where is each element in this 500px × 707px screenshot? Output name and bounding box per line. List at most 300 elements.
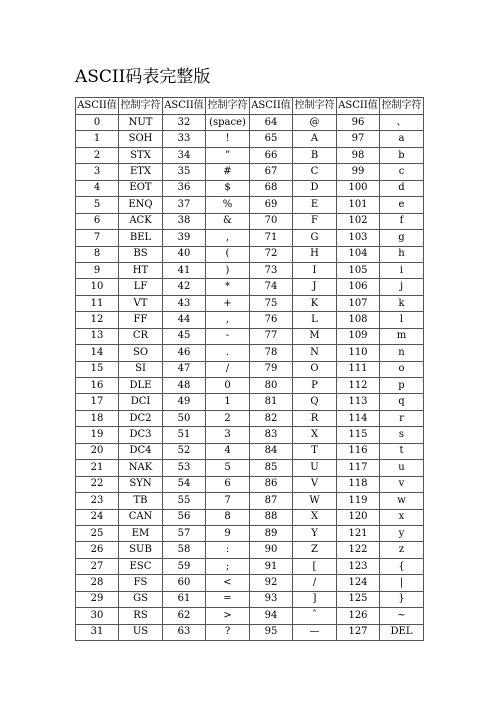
ascii-value-cell: 101 (337, 197, 380, 213)
control-char-cell: h (380, 246, 424, 262)
control-char-cell: r (380, 410, 424, 426)
ascii-value-cell: 73 (250, 262, 293, 278)
table-row (76, 197, 424, 213)
ascii-value-cell: 19 (76, 427, 119, 443)
ascii-value-cell: 97 (337, 131, 380, 147)
ascii-value-cell: 90 (250, 542, 293, 558)
control-char-cell: ˆ (293, 608, 337, 624)
ascii-value-cell: 48 (163, 378, 206, 394)
control-char-cell: & (206, 213, 250, 229)
ascii-value-cell: 110 (337, 345, 380, 361)
ascii-value-cell: 113 (337, 394, 380, 410)
control-char-cell: SO (119, 345, 163, 361)
control-char-cell: Z (293, 542, 337, 558)
ascii-value-cell: 125 (337, 591, 380, 607)
table-row (76, 115, 424, 131)
ascii-value-cell: 81 (250, 394, 293, 410)
ascii-value-cell: 60 (163, 575, 206, 591)
ascii-value-cell: 62 (163, 608, 206, 624)
ascii-value-cell: 55 (163, 493, 206, 509)
ascii-value-cell: 35 (163, 164, 206, 180)
control-char-cell: ENQ (119, 197, 163, 213)
control-char-cell: t (380, 443, 424, 459)
table-row (76, 558, 424, 574)
ascii-value-cell: 36 (163, 180, 206, 196)
control-char-cell: GS (119, 591, 163, 607)
control-char-cell: , (206, 230, 250, 246)
table-row (76, 608, 424, 624)
ascii-value-cell: 109 (337, 328, 380, 344)
ascii-value-cell: 3 (76, 164, 119, 180)
header-ascii-value: ASCII值 (250, 98, 293, 115)
control-char-cell: / (293, 575, 337, 591)
ascii-value-cell: 63 (163, 624, 206, 640)
ascii-value-cell: 12 (76, 312, 119, 328)
ascii-value-cell: 16 (76, 378, 119, 394)
control-char-cell: NUT (119, 115, 163, 131)
control-char-cell: X (293, 427, 337, 443)
control-char-cell: E (293, 197, 337, 213)
control-char-cell: G (293, 230, 337, 246)
control-char-cell: m (380, 328, 424, 344)
control-char-cell: ” (206, 147, 250, 163)
ascii-value-cell: 122 (337, 542, 380, 558)
table-row (76, 213, 424, 229)
control-char-cell: j (380, 279, 424, 295)
ascii-value-cell: 58 (163, 542, 206, 558)
ascii-value-cell: 57 (163, 525, 206, 541)
control-char-cell: d (380, 180, 424, 196)
table-header-row (76, 98, 424, 115)
ascii-value-cell: 114 (337, 410, 380, 426)
ascii-value-cell: 86 (250, 476, 293, 492)
control-char-cell: / (206, 361, 250, 377)
control-char-cell: SYN (119, 476, 163, 492)
ascii-value-cell: 111 (337, 361, 380, 377)
ascii-value-cell: 23 (76, 493, 119, 509)
ascii-value-cell: 89 (250, 525, 293, 541)
ascii-value-cell: 26 (76, 542, 119, 558)
control-char-cell: . (206, 345, 250, 361)
ascii-value-cell: 2 (76, 147, 119, 163)
ascii-value-cell: 13 (76, 328, 119, 344)
control-char-cell: ? (206, 624, 250, 640)
control-char-cell: EM (119, 525, 163, 541)
ascii-value-cell: 65 (250, 131, 293, 147)
table-row (76, 131, 424, 147)
control-char-cell: Y (293, 525, 337, 541)
control-char-cell: @ (293, 115, 337, 131)
ascii-value-cell: 56 (163, 509, 206, 525)
table-body (76, 115, 424, 641)
control-char-cell: 3 (206, 427, 250, 443)
control-char-cell: ACK (119, 213, 163, 229)
table-row (76, 295, 424, 311)
control-char-cell: s (380, 427, 424, 443)
table-row (76, 328, 424, 344)
control-char-cell: T (293, 443, 337, 459)
control-char-cell: O (293, 361, 337, 377)
control-char-cell: J (293, 279, 337, 295)
ascii-value-cell: 72 (250, 246, 293, 262)
table-row (76, 180, 424, 196)
control-char-cell: EOT (119, 180, 163, 196)
table-row (76, 525, 424, 541)
control-char-cell: 2 (206, 410, 250, 426)
control-char-cell: , (206, 312, 250, 328)
ascii-value-cell: 95 (250, 624, 293, 640)
ascii-value-cell: 121 (337, 525, 380, 541)
header-ascii-value: ASCII值 (337, 98, 380, 115)
ascii-value-cell: 112 (337, 378, 380, 394)
control-char-cell: ) (206, 262, 250, 278)
control-char-cell: F (293, 213, 337, 229)
control-char-cell: SOH (119, 131, 163, 147)
ascii-value-cell: 69 (250, 197, 293, 213)
table-row (76, 279, 424, 295)
ascii-value-cell: 20 (76, 443, 119, 459)
ascii-value-cell: 52 (163, 443, 206, 459)
control-char-cell: % (206, 197, 250, 213)
ascii-value-cell: 124 (337, 575, 380, 591)
control-char-cell: n (380, 345, 424, 361)
control-char-cell: b (380, 147, 424, 163)
control-char-cell: i (380, 262, 424, 278)
control-char-cell: DEL (380, 624, 424, 640)
ascii-value-cell: 6 (76, 213, 119, 229)
table-row (76, 164, 424, 180)
control-char-cell: L (293, 312, 337, 328)
control-char-cell: f (380, 213, 424, 229)
ascii-value-cell: 59 (163, 558, 206, 574)
ascii-value-cell: 47 (163, 361, 206, 377)
control-char-cell: US (119, 624, 163, 640)
ascii-value-cell: 66 (250, 147, 293, 163)
control-char-cell: w (380, 493, 424, 509)
header-ascii-value: ASCII值 (76, 98, 119, 115)
ascii-value-cell: 116 (337, 443, 380, 459)
ascii-value-cell: 38 (163, 213, 206, 229)
ascii-value-cell: 91 (250, 558, 293, 574)
ascii-value-cell: 37 (163, 197, 206, 213)
control-char-cell: p (380, 378, 424, 394)
table-row (76, 394, 424, 410)
control-char-cell: NAK (119, 460, 163, 476)
control-char-cell: RS (119, 608, 163, 624)
control-char-cell: DC4 (119, 443, 163, 459)
control-char-cell: D (293, 180, 337, 196)
control-char-cell: SI (119, 361, 163, 377)
control-char-cell: B (293, 147, 337, 163)
ascii-value-cell: 92 (250, 575, 293, 591)
control-char-cell: k (380, 295, 424, 311)
ascii-value-cell: 21 (76, 460, 119, 476)
ascii-value-cell: 68 (250, 180, 293, 196)
ascii-value-cell: 93 (250, 591, 293, 607)
ascii-value-cell: 75 (250, 295, 293, 311)
ascii-value-cell: 46 (163, 345, 206, 361)
control-char-cell: | (380, 575, 424, 591)
control-char-cell: q (380, 394, 424, 410)
control-char-cell: } (380, 591, 424, 607)
ascii-value-cell: 29 (76, 591, 119, 607)
control-char-cell: { (380, 558, 424, 574)
control-char-cell: VT (119, 295, 163, 311)
control-char-cell: ETX (119, 164, 163, 180)
ascii-value-cell: 84 (250, 443, 293, 459)
control-char-cell: x (380, 509, 424, 525)
table-row (76, 147, 424, 163)
ascii-value-cell: 31 (76, 624, 119, 640)
control-char-cell: LF (119, 279, 163, 295)
control-char-cell: H (293, 246, 337, 262)
ascii-value-cell: 17 (76, 394, 119, 410)
control-char-cell: P (293, 378, 337, 394)
ascii-value-cell: 117 (337, 460, 380, 476)
ascii-value-cell: 108 (337, 312, 380, 328)
control-char-cell: 9 (206, 525, 250, 541)
control-char-cell: M (293, 328, 337, 344)
control-char-cell: c (380, 164, 424, 180)
control-char-cell: K (293, 295, 337, 311)
control-char-cell: [ (293, 558, 337, 574)
control-char-cell: ESC (119, 558, 163, 574)
control-char-cell: v (380, 476, 424, 492)
ascii-value-cell: 25 (76, 525, 119, 541)
ascii-value-cell: 103 (337, 230, 380, 246)
control-char-cell: DCI (119, 394, 163, 410)
control-char-cell: BS (119, 246, 163, 262)
ascii-value-cell: 106 (337, 279, 380, 295)
table-row (76, 378, 424, 394)
ascii-value-cell: 74 (250, 279, 293, 295)
table-row (76, 575, 424, 591)
ascii-value-cell: 82 (250, 410, 293, 426)
control-char-cell: Q (293, 394, 337, 410)
ascii-value-cell: 98 (337, 147, 380, 163)
control-char-cell: CR (119, 328, 163, 344)
control-char-cell: > (206, 608, 250, 624)
header-ascii-value: ASCII值 (163, 98, 206, 115)
ascii-value-cell: 119 (337, 493, 380, 509)
control-char-cell: U (293, 460, 337, 476)
ascii-value-cell: 44 (163, 312, 206, 328)
ascii-value-cell: 99 (337, 164, 380, 180)
table-row (76, 262, 424, 278)
ascii-value-cell: 100 (337, 180, 380, 196)
control-char-cell: - (206, 328, 250, 344)
control-char-cell: ] (293, 591, 337, 607)
ascii-value-cell: 32 (163, 115, 206, 131)
ascii-value-cell: 61 (163, 591, 206, 607)
control-char-cell: 、 (380, 115, 424, 131)
ascii-value-cell: 1 (76, 131, 119, 147)
header-control-char: 控制字符 (380, 98, 424, 115)
control-char-cell: : (206, 542, 250, 558)
ascii-value-cell: 45 (163, 328, 206, 344)
ascii-value-cell: 67 (250, 164, 293, 180)
control-char-cell: DLE (119, 378, 163, 394)
ascii-value-cell: 8 (76, 246, 119, 262)
control-char-cell: ( (206, 246, 250, 262)
table-row (76, 460, 424, 476)
ascii-value-cell: 64 (250, 115, 293, 131)
control-char-cell: X (293, 509, 337, 525)
ascii-value-cell: 77 (250, 328, 293, 344)
ascii-value-cell: 79 (250, 361, 293, 377)
control-char-cell: < (206, 575, 250, 591)
ascii-value-cell: 10 (76, 279, 119, 295)
ascii-value-cell: 96 (337, 115, 380, 131)
ascii-value-cell: 127 (337, 624, 380, 640)
ascii-table (75, 97, 424, 641)
ascii-value-cell: 104 (337, 246, 380, 262)
ascii-value-cell: 118 (337, 476, 380, 492)
table-row (76, 361, 424, 377)
ascii-value-cell: 22 (76, 476, 119, 492)
control-char-cell: # (206, 164, 250, 180)
table-row (76, 591, 424, 607)
table-row (76, 493, 424, 509)
document-title: ASCII码表完整版 (75, 67, 211, 87)
ascii-value-cell: 0 (76, 115, 119, 131)
ascii-value-cell: 24 (76, 509, 119, 525)
ascii-value-cell: 71 (250, 230, 293, 246)
control-char-cell: 1 (206, 394, 250, 410)
ascii-value-cell: 102 (337, 213, 380, 229)
control-char-cell: 4 (206, 443, 250, 459)
ascii-value-cell: 115 (337, 427, 380, 443)
ascii-value-cell: 18 (76, 410, 119, 426)
control-char-cell: ; (206, 558, 250, 574)
control-char-cell: STX (119, 147, 163, 163)
control-char-cell: 5 (206, 460, 250, 476)
table-row (76, 509, 424, 525)
ascii-value-cell: 107 (337, 295, 380, 311)
control-char-cell: I (293, 262, 337, 278)
ascii-value-cell: 53 (163, 460, 206, 476)
header-control-char: 控制字符 (206, 98, 250, 115)
control-char-cell: DC3 (119, 427, 163, 443)
ascii-value-cell: 14 (76, 345, 119, 361)
ascii-value-cell: 70 (250, 213, 293, 229)
control-char-cell: a (380, 131, 424, 147)
ascii-value-cell: 83 (250, 427, 293, 443)
control-char-cell: l (380, 312, 424, 328)
header-control-char: 控制字符 (119, 98, 163, 115)
control-char-cell: z (380, 542, 424, 558)
control-char-cell: g (380, 230, 424, 246)
ascii-value-cell: 105 (337, 262, 380, 278)
control-char-cell: N (293, 345, 337, 361)
ascii-value-cell: 7 (76, 230, 119, 246)
ascii-value-cell: 43 (163, 295, 206, 311)
table-row (76, 230, 424, 246)
control-char-cell: (space) (206, 115, 250, 131)
ascii-value-cell: 34 (163, 147, 206, 163)
ascii-value-cell: 78 (250, 345, 293, 361)
ascii-value-cell: 15 (76, 361, 119, 377)
control-char-cell: CAN (119, 509, 163, 525)
ascii-value-cell: 39 (163, 230, 206, 246)
ascii-value-cell: 94 (250, 608, 293, 624)
ascii-value-cell: 4 (76, 180, 119, 196)
ascii-value-cell: 50 (163, 410, 206, 426)
table-row (76, 427, 424, 443)
control-char-cell: u (380, 460, 424, 476)
table-row (76, 312, 424, 328)
table-row (76, 542, 424, 558)
control-char-cell: 8 (206, 509, 250, 525)
table-row (76, 443, 424, 459)
control-char-cell: V (293, 476, 337, 492)
ascii-value-cell: 88 (250, 509, 293, 525)
control-char-cell: ! (206, 131, 250, 147)
control-char-cell: e (380, 197, 424, 213)
control-char-cell: o (380, 361, 424, 377)
ascii-value-cell: 123 (337, 558, 380, 574)
control-char-cell: SUB (119, 542, 163, 558)
ascii-value-cell: 42 (163, 279, 206, 295)
ascii-value-cell: 49 (163, 394, 206, 410)
ascii-value-cell: 9 (76, 262, 119, 278)
ascii-value-cell: 87 (250, 493, 293, 509)
table-row (76, 476, 424, 492)
ascii-value-cell: 40 (163, 246, 206, 262)
control-char-cell: FF (119, 312, 163, 328)
ascii-value-cell: 80 (250, 378, 293, 394)
control-char-cell: C (293, 164, 337, 180)
ascii-value-cell: 85 (250, 460, 293, 476)
ascii-value-cell: 41 (163, 262, 206, 278)
control-char-cell: 6 (206, 476, 250, 492)
control-char-cell: $ (206, 180, 250, 196)
control-char-cell: W (293, 493, 337, 509)
control-char-cell: HT (119, 262, 163, 278)
control-char-cell: + (206, 295, 250, 311)
control-char-cell: = (206, 591, 250, 607)
ascii-value-cell: 54 (163, 476, 206, 492)
control-char-cell: R (293, 410, 337, 426)
control-char-cell: TB (119, 493, 163, 509)
table-row (76, 345, 424, 361)
table-row (76, 246, 424, 262)
control-char-cell: — (293, 624, 337, 640)
ascii-value-cell: 5 (76, 197, 119, 213)
ascii-value-cell: 30 (76, 608, 119, 624)
ascii-value-cell: 33 (163, 131, 206, 147)
control-char-cell: 0 (206, 378, 250, 394)
table-row (76, 410, 424, 426)
ascii-value-cell: 27 (76, 558, 119, 574)
ascii-value-cell: 51 (163, 427, 206, 443)
control-char-cell: y (380, 525, 424, 541)
header-control-char: 控制字符 (293, 98, 337, 115)
control-char-cell: * (206, 279, 250, 295)
ascii-value-cell: 126 (337, 608, 380, 624)
ascii-value-cell: 28 (76, 575, 119, 591)
control-char-cell: FS (119, 575, 163, 591)
control-char-cell: 7 (206, 493, 250, 509)
ascii-value-cell: 76 (250, 312, 293, 328)
ascii-value-cell: 120 (337, 509, 380, 525)
control-char-cell: DC2 (119, 410, 163, 426)
control-char-cell: ~ (380, 608, 424, 624)
control-char-cell: A (293, 131, 337, 147)
control-char-cell: BEL (119, 230, 163, 246)
ascii-value-cell: 11 (76, 295, 119, 311)
table-row (76, 624, 424, 640)
